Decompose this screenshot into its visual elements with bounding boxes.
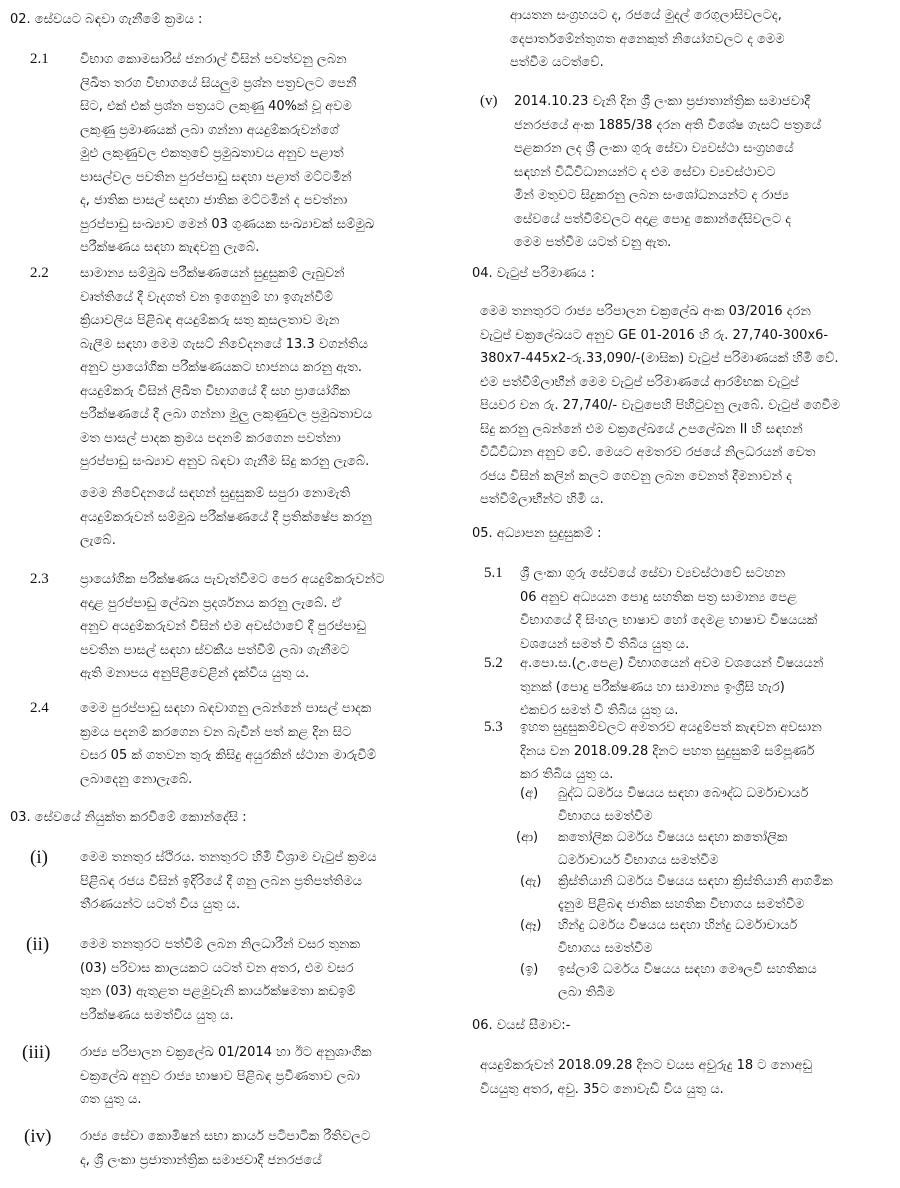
text-line: ලැබේ. [80, 533, 116, 548]
clause-2-3-text [80, 568, 440, 686]
text-line: ඇති මනාපය අනුපිළිවෙළින් දැක්විය යුතු ය. [80, 666, 310, 681]
age-limit-text [480, 1054, 888, 1101]
text-line: සිට, එක් එක් ප්‍රශ්න පත්‍රයට ලකුණු 40%ක් වූ අවම [80, 99, 352, 114]
text-line: ඉස්ලාම් ධර්මය විෂයය සඳහා මෞලවි සහතිකය [558, 962, 817, 977]
qualification-5-2-text [520, 652, 888, 723]
text-line: මින් මතුවට සිදුකරනු ලබන සංශෝධනයන්ට ද රාජ්‍ය [514, 188, 789, 203]
subitem-marker: (ඇ) [520, 874, 542, 889]
text-line: අයදුම්කරුවන් 2018.09.28 දිනට වයස අවුරුදු 18 ට නොඅඩු [480, 1058, 813, 1073]
text-line: කර තිබිය යුතු ය. [520, 767, 614, 782]
text-line: ලකුණු ප්‍රමාණයක් ලබා ගන්නා අයදුම්කරුවන්ගේ [80, 122, 339, 138]
subitem-marker: (ආ) [516, 830, 539, 845]
text-line: පත්වීම යටත්වේ. [510, 55, 604, 70]
subitem-aee-text [558, 914, 888, 960]
text-line: අදාළ පුරප්පාඩු ලේඛන ප්‍රදර්ශනය කරනු ලැබේ. ඒ [80, 595, 342, 611]
text-line: ලබා තිබීම [558, 985, 615, 1000]
text-line: ජනරජයේ අංක 1885/38 දරන අති විශේෂ ගැසට් පත්‍රයේ [514, 117, 822, 133]
qualification-5-1-text [520, 562, 888, 656]
clause-number: (i) [30, 847, 48, 868]
text-line: මෙම පත්වීම යටත් වනු ඇත. [514, 235, 672, 250]
condition-iii-text [80, 1041, 440, 1112]
text-line: අ.පො.ස.(උ.පෙළ) විභාගයෙන් අවම වශයෙන් විෂයයන් [520, 656, 824, 671]
text-line: 2014.10.23 වැනි දින ශ්‍රී ලංකා ප්‍රජාතාන්ත්‍රික සමාජවාදී [514, 94, 810, 109]
text-line: විධිවිධාන අනුව වේ. මෙයට අමතරව රජයේ නිලධරයන් වෙත [480, 445, 816, 460]
text-line: මෙම තනතුරට රාජ්‍ය පරිපාලන චක්‍රලේඛ අංක 03/2016 දරන [480, 304, 811, 319]
text-line: වෘත්තියේ දී වැදගත් වන ඉගෙනුම් හා ඉගැන්වීම් [80, 289, 334, 305]
text-line: චක්‍රලේඛ අනුව රාජ්‍ය භාෂාව පිළිබඳ ප්‍රවීණතාව ලබා [80, 1068, 361, 1084]
clause-number: (iv) [24, 1126, 52, 1147]
text-line: ශ්‍රී ලංකා ගුරු සේවයේ සේවා ව්‍යවස්ථාවේ සටහන [520, 566, 786, 581]
section-06-heading: 06. වයස් සීමාව:- [472, 1018, 571, 1033]
text-line: කතෝලික ධර්මය විෂයය සඳහා කතෝලික [558, 830, 788, 845]
condition-iv-continued [510, 4, 888, 75]
clause-2-2-text [80, 262, 440, 474]
text-line: විභාගය සමත්වීම [558, 941, 653, 956]
text-line: මුළු ලකුණුවල එකතුවේ ප්‍රමුඛතාවය අනුව පළාත් [80, 146, 344, 161]
text-line: පියවර වන රු. 27,740/- වැටුපෙහි පිහිටුවනු ලැබේ. වැටුප් ගෙවීම [480, 398, 841, 413]
condition-iv-text [80, 1125, 440, 1172]
text-line: රාජ්‍ය පරිපාලන චක්‍රලේඛ 01/2014 හා ඊට අනුශාංගික [80, 1045, 372, 1060]
text-line: හින්දු ධර්මය විෂයය සඳහා හින්දු ධර්මාචාර්ය [558, 918, 798, 933]
text-line: පළකරන ලද ශ්‍රී ලංකා ගුරු සේවා ව්‍යවස්ථා සංග්‍රහයේ [514, 141, 794, 156]
text-line: ආයතන සංග්‍රහයට ද, රජයේ මුදල් රෙගුලාසිවලටද, [510, 8, 782, 23]
clause-number: (ii) [26, 934, 50, 955]
subitem-aa-text [558, 826, 888, 872]
text-line: සඳහන් විධිවිධානයන්ට ද එම සේවා ව්‍යවස්ථාවට [514, 164, 776, 180]
text-line: ධර්මාචාර්ය විභාගය සමත්වීම [558, 853, 719, 868]
text-line: පිළිබඳ රජය විසින් ඉදිරියේ දී ගනු ලබන ප්‍රතිපත්තිමය [80, 873, 363, 889]
text-line: සේවයේ පත්වීම්වලට අදාළ පොදු කොන්දේසිවලට ද [514, 211, 792, 227]
text-line: ප්‍රායෝගික පරීක්ෂණය පැවැත්වීමට පෙර අයදුම්කරුවන්ට [80, 572, 385, 587]
clause-2-4-text [80, 697, 440, 791]
text-line: එම පත්වීම්ලාභීන් මෙම වැටුප් පරිමාණයේ ආරම්භක වැටුප් [480, 374, 799, 390]
text-line: පවතින පාසල් සඳහා ස්වකීය පත්වීම් ලබා ගැනීමට [80, 642, 350, 658]
clause-2-2-note [80, 482, 440, 553]
text-line: 06 අනුව අධ්‍යයන පොදු සහතික පත්‍ර සාමාන්‍ය පෙළ [520, 589, 797, 605]
section-03-heading: 03. සේවයේ නියුක්ත කරවීමේ කොන්දේසි : [10, 810, 247, 825]
text-line: විභාගයේ දී සිංහල භාෂාව හෝ දෙමළ භාෂාව විෂයයක් [520, 613, 818, 628]
subitem-marker: (ඉ) [520, 962, 539, 977]
subitem-marker: (අ) [520, 786, 539, 801]
text-line: විභාග කොමසාරිස් ජනරාල් විසින් පවත්වනු ලබන [80, 52, 347, 67]
text-line: ක්‍රමය පදනම් කරගෙන වන බැවින් පත් කළ දින සිට [80, 724, 352, 740]
clause-number: 5.1 [484, 565, 503, 581]
clause-number: 2.2 [30, 265, 49, 281]
text-line: සිදු කරනු ලබන්නේ එම චක්‍රලේඛයේ උපලේඛන II හි සඳහන් [480, 421, 803, 437]
subitem-i-text [558, 958, 888, 1004]
text-line: රාජ්‍ය සේවා කොමිෂන් සභා කාර්ය පටිපාටික රීතිවලට [80, 1129, 371, 1144]
text-line: මෙම පුරප්පාඩු සඳහා බඳවාගනු ලබන්නේ පාසල් පාදක [80, 701, 372, 716]
section-04-heading: 04. වැටුප් පරිමාණය : [472, 266, 595, 281]
text-line: තුන (03) ඇතුළත පළමුවැනි කාර්යක්ෂමතා කඩඉම් [80, 984, 356, 999]
text-line: අයදුම්කරු විසින් ලිඛිත විභාගයේ දී සහ ප්‍රායෝගික [80, 383, 350, 399]
subitem-a-text [558, 782, 888, 828]
clause-2-1-text [80, 48, 440, 260]
text-line: ද, ශ්‍රී ලංකා ප්‍රජාතාන්ත්‍රික සමාජවාදී ජනරජයේ [80, 1152, 322, 1168]
text-line: දැනුම පිළිබඳ ජාතික සහතික විභාගය සමත්වීම [558, 897, 805, 912]
text-line: අනුව ප්‍රායෝගික පරීක්ෂණයකට භාජනය කරනු ඇත. [80, 360, 362, 375]
clause-number: 5.2 [484, 655, 503, 671]
text-line: මෙම තනතුරට පත්වීම් ලබන නිලධාරීන් වසර තුනක [80, 937, 361, 952]
text-line: මෙම තනතුර ස්ථිරය. තනතුරට හිමි විශ්‍රාම වැටුප් ක්‍රමය [80, 850, 377, 865]
clause-number: 2.1 [30, 51, 49, 67]
text-line: අයදුම්කරුවන් සම්මුඛ පරීක්ෂණයේ දී ප්‍රතික්ෂේප කරනු [80, 509, 372, 525]
text-line: දෙපාර්තමේන්තුගත අනෙකුත් නියෝගවලට ද මෙම [510, 31, 785, 47]
text-line: පරීක්ෂණයේ දී ලබා ගන්නා මුලු ලකුණුවල ප්‍රමුඛතාවය [80, 407, 373, 422]
text-line: පරීක්ෂණය සමත්විය යුතු ය. [80, 1007, 234, 1023]
text-line: එකවර සමත් වී තිබිය යුතු ය. [520, 703, 679, 718]
text-line: දිනය වන 2018.09.28 දිනට පහත සුදුසුකම් සම්පූර්ණ [520, 743, 815, 759]
text-line: ද, ජාතික පාසල් සඳහා ජාතික මට්ටමින් ද පවත්නා [80, 193, 348, 208]
text-line: ඉහත සුදුසුකම්වලට අමතරව අයදුම්පත් කැඳවන අවසාන [520, 720, 822, 735]
section-05-heading: 05. අධ්‍යාපන සුදුසුකම් : [472, 526, 602, 541]
condition-v-text [514, 90, 888, 255]
clause-number: (v) [480, 93, 498, 109]
text-line: ක්‍රියාවලිය පිළිබඳ අයදුම්කරු සතු කුසලතාව මැන [80, 313, 340, 328]
text-line: බැලීම සඳහා මෙම ගැසට් නිවේදනයේ 13.3 වගන්තිය [80, 336, 368, 352]
text-line: පරීක්ෂණය සඳහා කැඳවනු ලැබේ. [80, 240, 260, 255]
text-line: ගත යුතු ය. [80, 1092, 142, 1107]
section-02-heading: 02. සේවයට බඳවා ගැනීමේ ක්‍රමය : [10, 12, 203, 27]
text-line: ක්‍රිස්තියානි ධර්මය විෂයය සඳහා ක්‍රිස්තියානි ආගමික [558, 874, 833, 889]
clause-number: 2.3 [30, 571, 49, 587]
text-line: තීරණයන්ට යටත් විය යුතු ය. [80, 897, 241, 912]
text-line: පුරප්පාඩු සංඛ්‍යාව අනුව බඳවා ගැනීම සිදු කරනු ලැබේ. [80, 454, 370, 469]
salary-scale-text [480, 300, 888, 512]
text-line: පුරප්පාඩු සංඛ්‍යාව මෙන් 03 ගුණයක සංඛ්‍යාවක් සම්මුඛ [80, 216, 375, 232]
condition-i-text [80, 846, 440, 917]
text-line: වැටුප් චක්‍රලේඛයට අනුව GE 01-2016 හි රු. 27,740-300x6- [480, 327, 829, 343]
text-line: (03) පරිවාස කාලයකට යටත් වන අතර, එම වසර [80, 960, 354, 976]
text-line: ලිඛිත තරග විභාගයේ සියලුම ප්‍රශ්න පත්‍රවලට පෙනී [80, 75, 357, 91]
clause-number: 5.3 [484, 719, 503, 735]
text-line: රජය විසින් කලින් කලට ගෙවනු ලබන වෙනත් දීමනාවන් ද [480, 468, 792, 484]
clause-number: 2.4 [30, 700, 49, 716]
text-line: මෙම නිවේදනයේ සඳහන් සුදුසුකම් සපුරා නොමැති [80, 486, 351, 501]
text-line: බුද්ධ ධර්මය විෂයය සඳහා බෞද්ධ ධර්මාචාර්ය [558, 786, 809, 801]
text-line: වියයුතු අතර, අවු. 35ට නොවැඩි විය යුතු ය. [480, 1081, 724, 1097]
subitem-marker: (ඈ) [520, 918, 542, 933]
text-line: විභාගය සමත්වීම [558, 809, 653, 824]
text-line: පත්වීම්ලාභීන්ට හිමි ය. [480, 492, 604, 507]
text-line: මත පාසල් පාදක ක්‍රමය පදනම් කරගෙන පවත්නා [80, 430, 341, 446]
subitem-ae-text [558, 870, 888, 916]
text-line: තුනක් (පොදු පරීක්ෂණය හා සාමාන්‍ය ඉංග්‍රීසි හැර) [520, 679, 785, 695]
text-line: පාසල්වල පවතින පුරප්පාඩු සඳහා පළාත් මට්ටමින් [80, 169, 352, 185]
text-line: වශයෙන් සමත් වී තිබිය යුතු ය. [520, 636, 690, 652]
condition-ii-text [80, 933, 440, 1027]
qualification-5-3-text [520, 716, 888, 787]
text-line: සාමාන්‍ය සම්මුඛ පරීක්ෂණයෙන් සුදුසුකම් ලැබුවන් [80, 266, 345, 281]
text-line: අනුව අයදුම්කරුවන් විසින් එම අවස්ථාවේ දී පුරප්පාඩු [80, 619, 366, 634]
text-line: වසර 05 ක් ගතවන තුරු කිසිදු අයුරකින් ස්ථාන මාරුවීම් [80, 748, 377, 763]
text-line: ලබාදෙනු නොලැබේ. [80, 771, 193, 787]
clause-number: (iii) [22, 1042, 51, 1063]
text-line: 380x7-445x2-රු.33,090/-(මාසික) වැටුප් පරිමාණයක් හිමි වේ. [480, 351, 839, 366]
